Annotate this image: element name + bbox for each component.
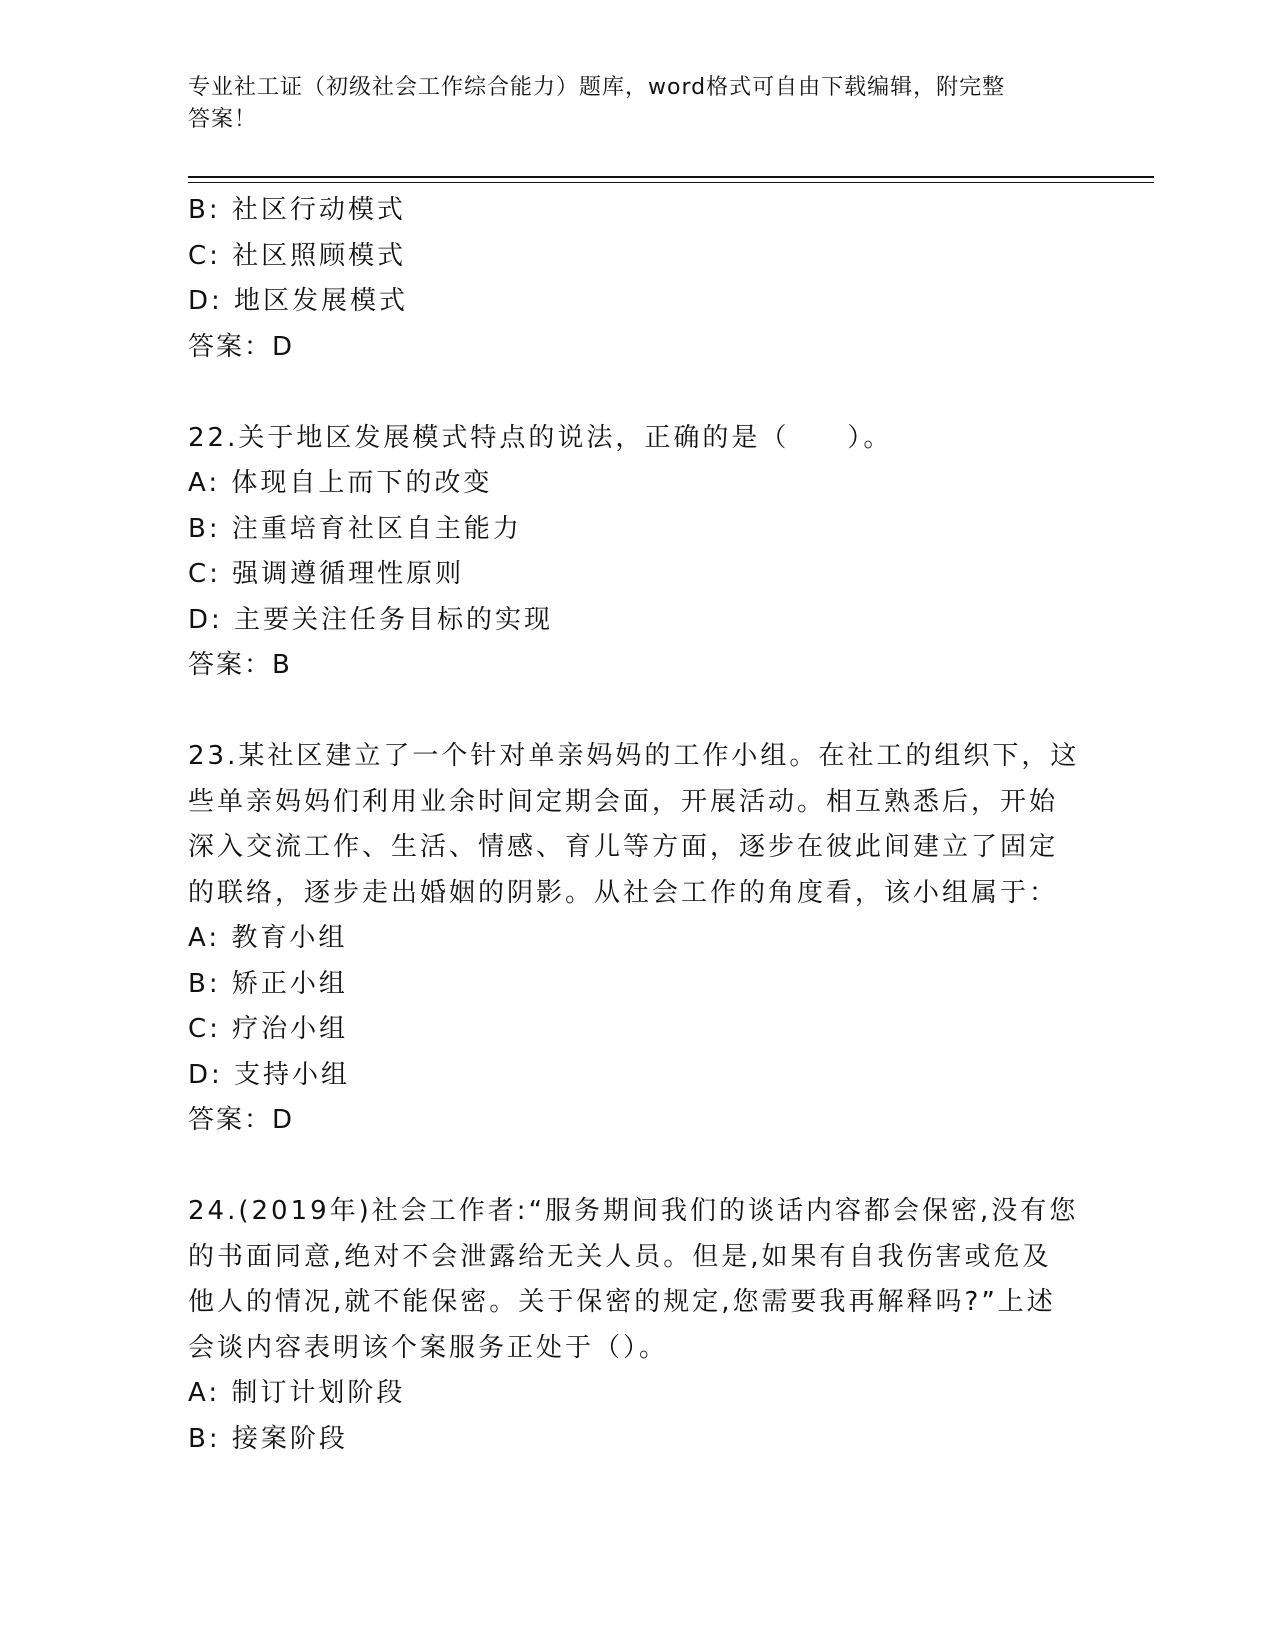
header-line-2: 答案！ [188,107,258,132]
option-b: B: 注重培育社区自主能力 [188,513,522,544]
question-stem-line: 23.某社区建立了一个针对单亲妈妈的工作小组。在社工的组织下，这 [188,741,1080,771]
header-line-1: 专业社工证（初级社会工作综合能力）题库，word格式可自由下载编辑，附完整 [188,75,1006,100]
option-b: B: 接案阶段 [188,1423,348,1454]
page-header [188,72,1068,136]
question-stem-line: 他人的情况,就不能保密。关于保密的规定,您需要我再解释吗?”上述 [188,1287,1056,1317]
question-22 [188,416,1088,689]
question-stem-line: 深入交流工作、生活、情感、育儿等方面，逐步在彼此间建立了固定 [188,832,1059,862]
option-b: B: 矫正小组 [188,968,348,999]
question-stem-line: 的书面同意,绝对不会泄露给无关人员。但是,如果有自我伤害或危及 [188,1241,1052,1272]
question-content [188,188,1088,1462]
option-d: D: 主要关注任务目标的实现 [188,604,554,635]
header-divider-thin [188,182,1154,183]
option-c: C: 疗治小组 [188,1014,349,1044]
answer-line: 答案：B [188,650,292,680]
option-b: B: 社区行动模式 [188,195,406,225]
question-gap [188,689,1088,735]
question-21 [188,188,1088,370]
question-stem-line: 会谈内容表明该个案服务正处于（）。 [188,1332,669,1363]
option-a: A: 体现自上而下的改变 [188,468,493,498]
option-c: C: 强调遵循理性原则 [188,559,465,589]
question-24 [188,1189,1088,1462]
question-stem-line: 的联络，逐步走出婚姻的阴影。从社会工作的角度看，该小组属于： [188,877,1059,908]
option-d: D: 支持小组 [188,1059,351,1090]
question-gap [188,370,1088,416]
answer-line: 答案：D [188,331,295,362]
option-d: D: 地区发展模式 [188,286,409,316]
question-stem-line: 22.关于地区发展模式特点的说法，正确的是（ ）。 [188,422,893,453]
question-23 [188,734,1088,1144]
option-a: A: 制订计划阶段 [188,1378,406,1408]
question-gap [188,1144,1088,1190]
option-a: A: 教育小组 [188,923,348,953]
answer-line: 答案：D [188,1105,295,1135]
option-c: C: 社区照顾模式 [188,240,407,271]
question-stem-line: 24.(2019年)社会工作者:“服务期间我们的谈话内容都会保密,没有您 [188,1196,1079,1226]
question-stem-line: 些单亲妈妈们利用业余时间定期会面，开展活动。相互熟悉后，开始 [188,786,1059,817]
header-divider-thick [188,176,1154,178]
